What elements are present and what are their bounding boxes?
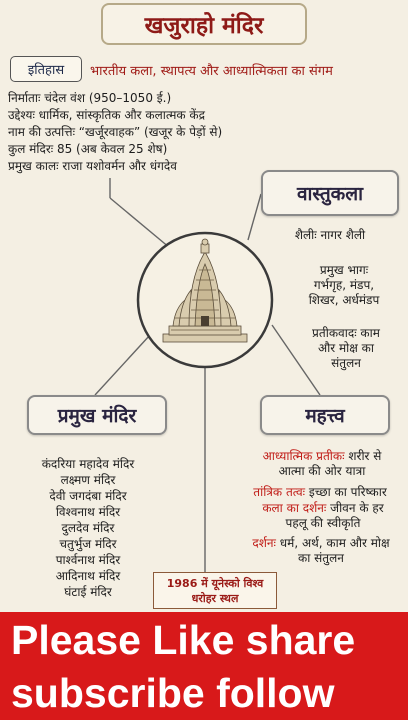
page-title: खजुराहो मंदिर xyxy=(101,3,307,45)
list-item: विश्वनाथ मंदिर xyxy=(55,505,121,519)
list-item: कंदरिया महादेव मंदिर xyxy=(41,457,135,471)
list-item: पार्श्वनाथ मंदिर xyxy=(55,553,121,567)
cta-line-1: Please Like share xyxy=(11,617,356,663)
history-line-purpose: उद्देश्यः धार्मिक, सांस्कृतिक और कलात्मक केंद्र xyxy=(8,108,206,122)
list-item: घंटाई मंदिर xyxy=(64,585,112,599)
architecture-heading: वास्तुकला xyxy=(261,170,399,216)
list-item: आदिनाथ मंदिर xyxy=(55,569,121,583)
history-subtitle: भारतीय कला, स्थापत्य और आध्यात्मिकता का संगम xyxy=(90,64,333,79)
significance-point-tantric: तांत्रिक तत्वः इच्छा का परिष्कार xyxy=(253,485,387,499)
unesco-badge: 1986 में यूनेस्को विश्व धरोहर स्थल xyxy=(153,572,277,609)
cta-banner xyxy=(0,612,408,720)
temples-list xyxy=(22,456,154,600)
significance-heading: महत्त्व xyxy=(260,395,390,435)
history-line-main-period: प्रमुख कालः राजा यशोवर्मन और धंगदेव xyxy=(8,159,177,173)
architecture-style: शैलीः नागर शैली xyxy=(294,228,366,242)
temple-illustration xyxy=(135,230,275,370)
history-line-name-origin: नाम की उत्पत्तिः “खर्जूरवाहक” (खजूर के पेड़ों से) xyxy=(8,125,223,139)
list-item: देवी जगदंबा मंदिर xyxy=(49,489,127,503)
list-item: दुलदेव मंदिर xyxy=(61,521,115,535)
history-line-builder: निर्माताः चंदेल वंश (950–1050 ई.) xyxy=(8,91,172,105)
history-tag: इतिहास xyxy=(10,56,82,82)
history-line-total-temples: कुल मंदिरः 85 (अब केवल 25 शेष) xyxy=(8,142,168,156)
temples-heading: प्रमुख मंदिर xyxy=(27,395,167,435)
list-item: चतुर्भुज मंदिर xyxy=(59,537,117,551)
significance-point-spiritual: आध्यात्मिक प्रतीकः शरीर से आत्मा की ओर यात्रा xyxy=(262,449,382,478)
list-item: लक्ष्मण मंदिर xyxy=(60,473,116,487)
significance-point-art: कला का दर्शनः जीवन के हर पहलू की स्वीकृति xyxy=(262,501,384,530)
significance-point-philosophy: दर्शनः धर्म, अर्थ, काम और मोक्ष का संतुलन xyxy=(252,536,390,565)
cta-line-2: subscribe follow xyxy=(11,670,335,716)
architecture-parts: प्रमुख भागः गर्भगृह, मंडप, शिखर, अर्धमंडप xyxy=(308,263,380,307)
architecture-symbolism: प्रतीकवादः काम और मोक्ष का संतुलन xyxy=(312,326,380,370)
